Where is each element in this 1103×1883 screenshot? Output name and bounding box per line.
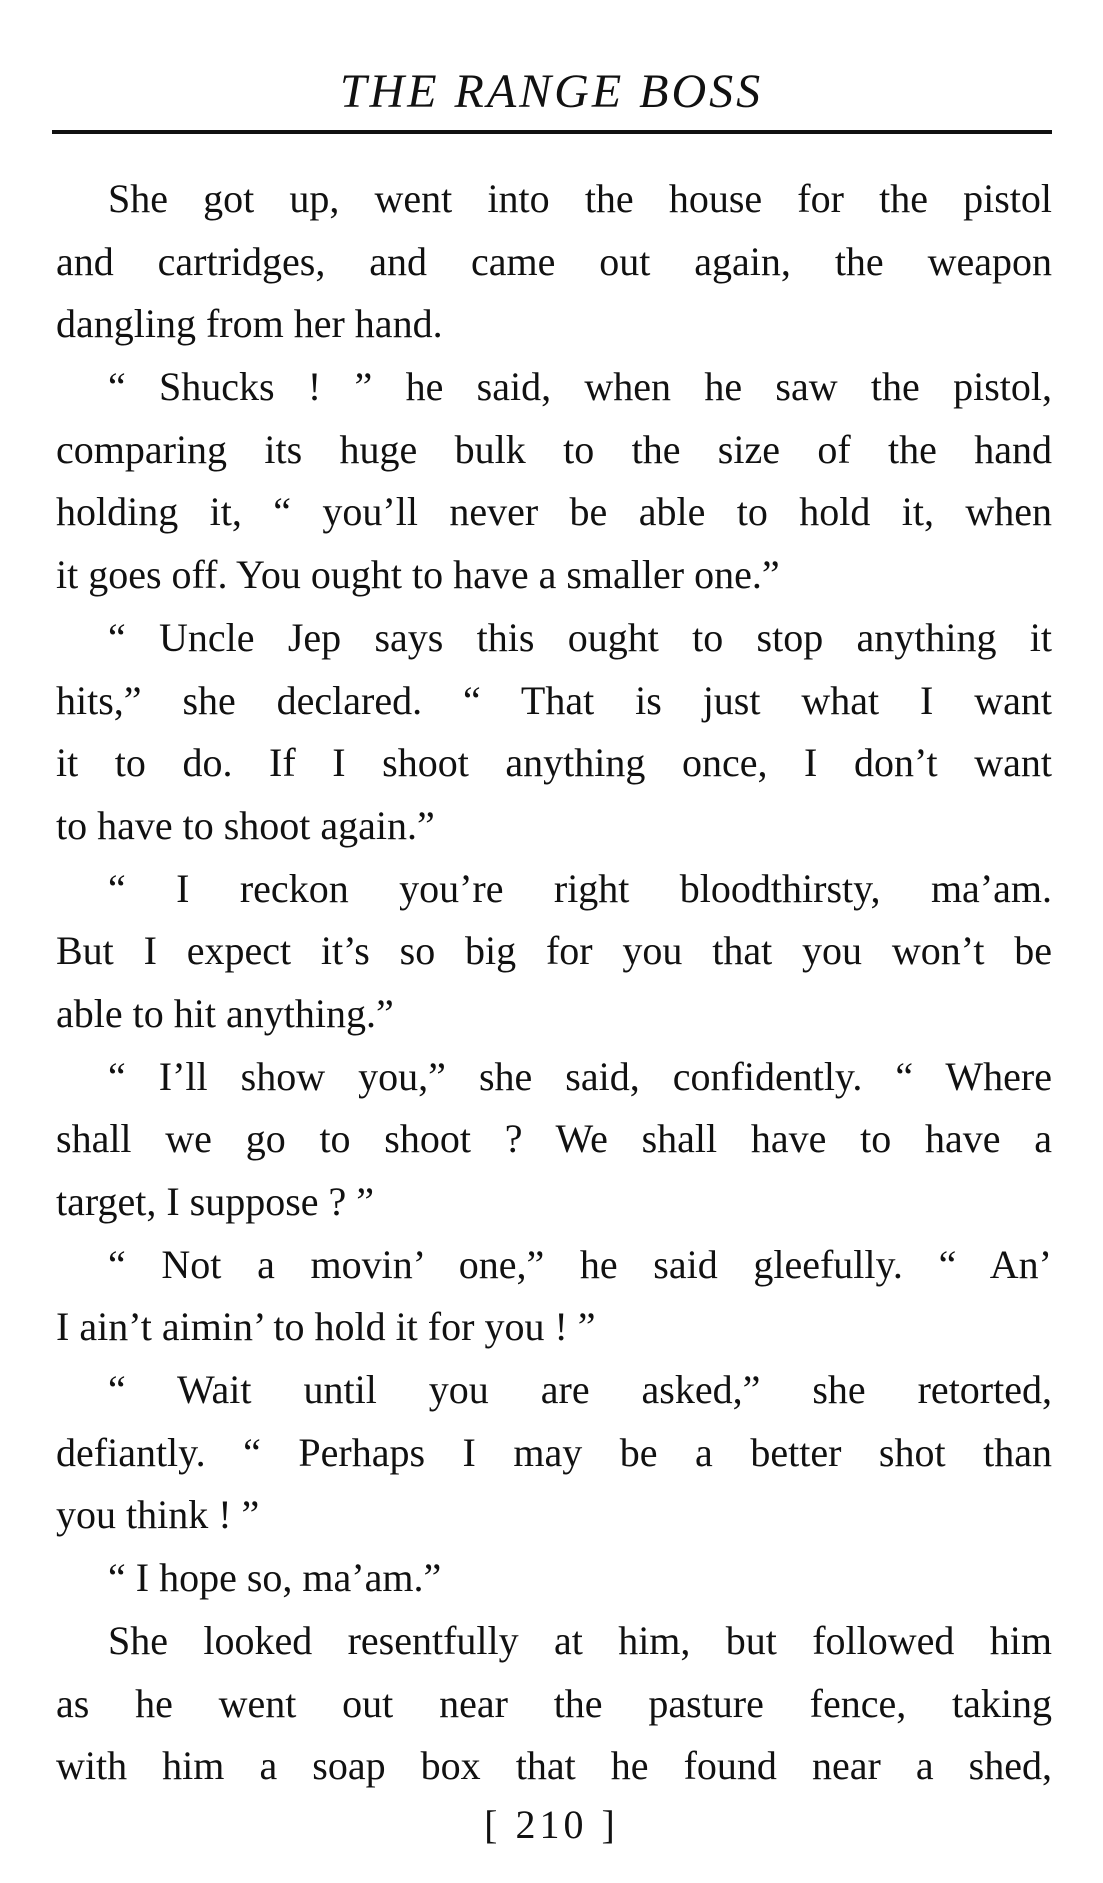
text-line: it to do. If I shoot anything once, I don’t want — [56, 740, 1052, 786]
text-line: able to hit anything.” — [56, 990, 394, 1036]
text-line: defiantly. “ Perhaps I may be a better shot than — [56, 1429, 1052, 1475]
page-number: [ 210 ] — [484, 1802, 619, 1847]
text-line: “ I hope so, ma’am.” — [108, 1555, 442, 1601]
text-line: holding it, “ you’ll never be able to hold it, when — [56, 489, 1052, 535]
text-line: target, I suppose ? ” — [56, 1179, 375, 1224]
text-line: I ain’t aimin’ to hold it for you ! ” — [56, 1304, 596, 1350]
text-line: to have to shoot again.” — [56, 802, 435, 848]
text-line: comparing its huge bulk to the size of the hand — [56, 426, 1052, 472]
text-line: “ Shucks ! ” he said, when he saw the pistol, — [108, 364, 1052, 410]
text-line: “ I reckon you’re right bloodthirsty, ma’am. — [108, 865, 1052, 911]
text-line: “ I’ll show you,” she said, confidently. “ Where — [108, 1053, 1052, 1099]
text-line: She looked resentfully at him, but followed him — [108, 1617, 1052, 1663]
header-rule — [52, 130, 1052, 134]
text-line: you think ! ” — [56, 1492, 260, 1538]
text-line: dangling from her hand. — [56, 301, 443, 347]
text-line: and cartridges, and came out again, the weapon — [56, 238, 1052, 284]
body-text — [56, 168, 1052, 1798]
text-line: shall we go to shoot ? We shall have to have a — [56, 1116, 1052, 1162]
text-line: with him a soap box that he found near a shed, — [56, 1743, 1052, 1789]
text-line: “ Wait until you are asked,” she retorted, — [108, 1367, 1052, 1413]
running-head: THE RANGE BOSS — [339, 65, 764, 118]
text-line: But I expect it’s so big for you that you won’t be — [56, 928, 1052, 974]
text-line: She got up, went into the house for the pistol — [108, 176, 1052, 221]
text-line: as he went out near the pasture fence, taking — [56, 1680, 1052, 1726]
text-line: “ Not a movin’ one,” he said gleefully. “ An’ — [108, 1241, 1052, 1287]
text-line: it goes off. You ought to have a smaller one.” — [56, 552, 780, 598]
text-line: “ Uncle Jep says this ought to stop anything it — [108, 614, 1052, 660]
text-line: hits,” she declared. “ That is just what I want — [56, 677, 1052, 723]
